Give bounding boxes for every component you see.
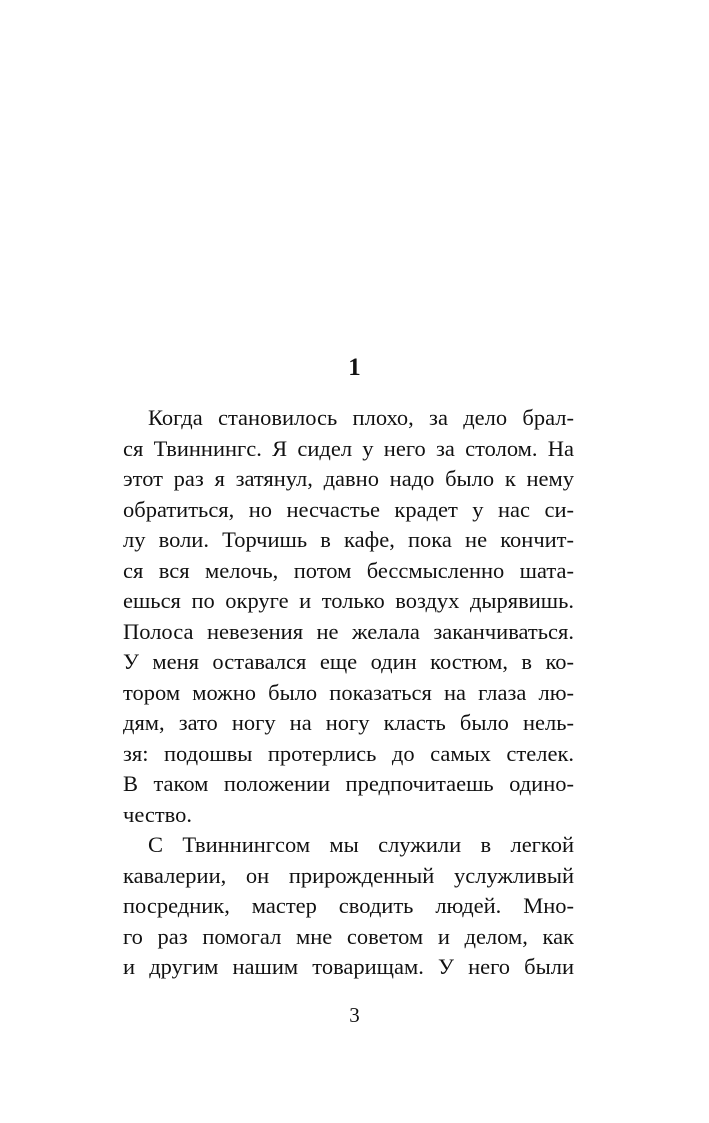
- text-line: Когда становилось плохо, за дело брал-: [148, 405, 574, 430]
- text-line: У меня оставался еще один костюм, в ко-: [123, 649, 574, 674]
- text-line: чество.: [123, 801, 193, 827]
- text-line: ся Твиннингс. Я сидел у него за столом. На: [123, 435, 574, 461]
- chapter-number: 1: [348, 354, 361, 381]
- text-line: го раз помогал мне советом и делом, как: [123, 923, 574, 949]
- page-number: 3: [349, 1003, 360, 1027]
- text-line: С Твиннингсом мы служили в легкой: [148, 832, 574, 857]
- text-line: ешься по округе и только воздух дырявишь.: [123, 588, 574, 613]
- text-line: тором можно было показаться на глаза лю-: [123, 679, 574, 705]
- text-line: ся вся мелочь, потом бессмысленно шата-: [123, 557, 574, 583]
- text-line: и другим нашим товарищам. У него были: [123, 954, 574, 979]
- text-line: лу воли. Торчишь в кафе, пока не кончит-: [123, 527, 574, 552]
- text-line: дям, зато ногу на ногу класть было нель-: [123, 710, 574, 735]
- text-line: Полоса невезения не желала заканчиваться.: [123, 618, 574, 644]
- text-line: обратиться, но несчастье крадет у нас си-: [123, 496, 574, 522]
- text-line: этот раз я затянул, давно надо было к нему: [123, 466, 574, 491]
- body-text: [123, 403, 574, 983]
- text-line: зя: подошвы протерлись до самых стелек.: [123, 740, 574, 766]
- text-line: кавалерии, он прирожденный услужливый: [123, 862, 574, 888]
- text-line: В таком положении предпочитаешь одино-: [123, 771, 574, 796]
- text-line: посредник, мастер сводить людей. Мно-: [123, 893, 574, 918]
